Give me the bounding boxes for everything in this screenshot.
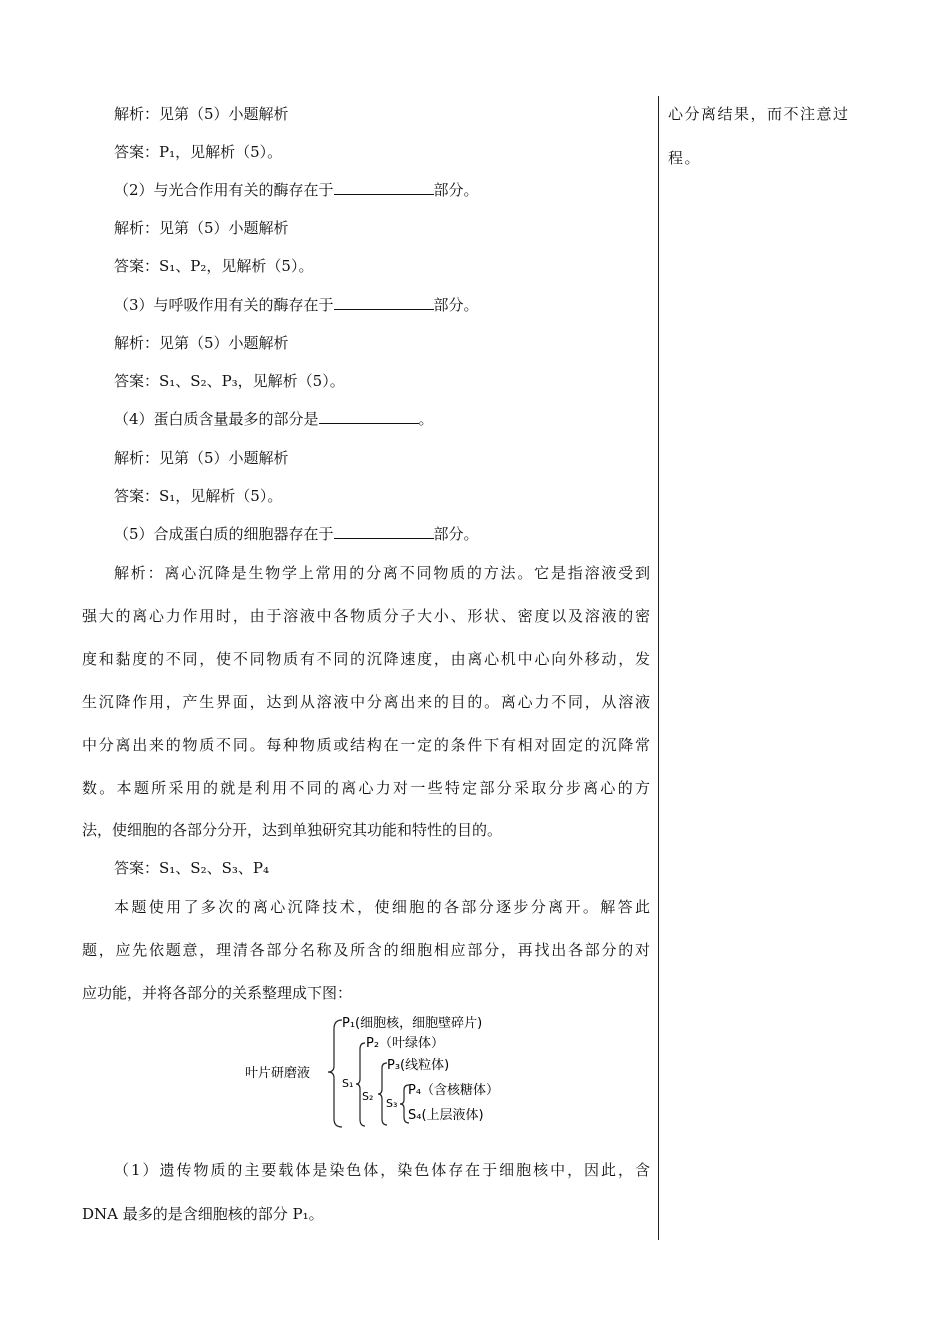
- q3-question: （3）与呼吸作用有关的酶存在于 部分。: [114, 296, 479, 314]
- q5-analysis-line: 数。本题所采用的就是利用不同的离心力对一些特定部分采取分步离心的方: [82, 779, 650, 797]
- side-note-line: 心分离结果，而不注意过: [668, 105, 850, 123]
- diagram-p1: P₁(细胞核，细胞壁碎片): [342, 1016, 483, 1031]
- answer-blank: [334, 295, 434, 310]
- q2-answer: 答案：S₁、P₂，见解析（5）。: [114, 257, 314, 275]
- q3-analysis: 解析：见第（5）小题解析: [114, 334, 289, 352]
- answer-blank: [334, 180, 434, 195]
- q4-analysis: 解析：见第（5）小题解析: [114, 449, 289, 467]
- q4-question: （4）蛋白质含量最多的部分是 。: [114, 410, 434, 428]
- brace-root: [328, 1020, 342, 1127]
- q5-analysis-line: 度和黏度的不同，使不同物质有不同的沉降速度，由离心机中心向外移动，发: [82, 650, 650, 668]
- q5-analysis-line: 强大的离心力作用时，由于溶液中各物质分子大小、形状、密度以及溶液的密: [82, 607, 650, 625]
- diagram-s2: S₂: [362, 1090, 374, 1103]
- summary-line: 本题使用了多次的离心沉降技术，使细胞的各部分逐步分离开。解答此: [114, 898, 650, 916]
- centrifugation-diagram: [242, 1013, 542, 1131]
- q5-question: （5）合成蛋白质的细胞器存在于 部分。: [114, 525, 479, 543]
- diagram-s1: S₁: [342, 1077, 354, 1090]
- diagram-s3: S₃: [386, 1097, 398, 1110]
- diagram-p4: P₄（含核糖体）: [408, 1083, 500, 1098]
- q3-answer: 答案：S₁、S₂、P₃，见解析（5）。: [114, 372, 345, 390]
- q1-answer: 答案：P₁，见解析（5）。: [114, 143, 283, 161]
- q2-question: （2）与光合作用有关的酶存在于 部分。: [114, 181, 479, 199]
- summary-line: 题，应先依题意，理清各部分名称及所含的细胞相应部分，再找出各部分的对: [82, 941, 650, 959]
- q5-analysis-line: 中分离出来的物质不同。每种物质或结构在一定的条件下有相对固定的沉降常: [82, 736, 650, 754]
- final-line: DNA 最多的是含细胞核的部分 P₁。: [82, 1205, 324, 1223]
- diagram-root: 叶片研磨液: [245, 1066, 311, 1081]
- brace-s1: [356, 1043, 365, 1126]
- final-line: （1）遗传物质的主要载体是染色体，染色体存在于细胞核中，因此，含: [114, 1161, 650, 1179]
- q4-answer: 答案：S₁，见解析（5）。: [114, 487, 283, 505]
- column-divider: [658, 96, 659, 1240]
- diagram-p2: P₂（叶绿体）: [366, 1036, 445, 1051]
- side-note-line: 程。: [668, 149, 702, 167]
- q2-analysis: 解析：见第（5）小题解析: [114, 219, 289, 237]
- q5-answer: 答案：S₁、S₂、S₃、P₄: [114, 859, 269, 877]
- q5-analysis-line: 生沉降作用，产生界面，达到从溶液中分离出来的目的。离心力不同，从溶液: [82, 693, 650, 711]
- q5-analysis-line: 法，使细胞的各部分分开，达到单独研究其功能和特性的目的。: [82, 821, 503, 839]
- q5-analysis-line: 解析：离心沉降是生物学上常用的分离不同物质的方法。它是指溶液受到: [114, 564, 650, 582]
- q1-analysis: 解析：见第（5）小题解析: [114, 105, 289, 123]
- brace-s2: [378, 1063, 387, 1125]
- diagram-p3: P₃(线粒体): [387, 1058, 450, 1073]
- diagram-s4: S₄(上层液体): [408, 1108, 484, 1123]
- answer-blank: [334, 524, 434, 539]
- summary-line: 应功能，并将各部分的关系整理成下图：: [82, 984, 353, 1002]
- answer-blank: [319, 409, 419, 424]
